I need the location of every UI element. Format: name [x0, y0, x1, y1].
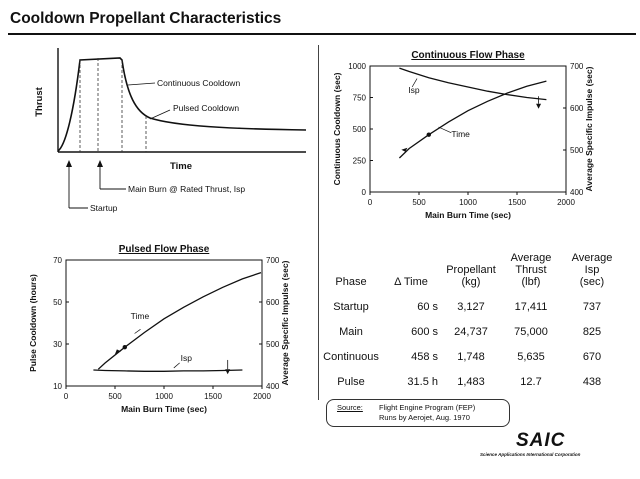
table-cell: 5,635 — [517, 351, 545, 363]
table-cell: 670 — [582, 351, 602, 363]
source-line-1: Flight Engine Program (FEP) — [379, 403, 476, 412]
arrow-head-main — [97, 160, 103, 167]
chart-title: Pulsed Flow Phase — [118, 244, 210, 255]
thrust-diagram — [0, 0, 320, 240]
y-axis-label: Continuous Cooldown (sec) — [332, 72, 342, 186]
isp-arrow-head — [225, 369, 230, 374]
x-tick-label: 1000 — [459, 198, 477, 207]
y-tick-label: 250 — [352, 156, 366, 166]
y2-tick-label: 500 — [570, 146, 584, 155]
table-cell: 12.7 — [520, 376, 542, 388]
series-line-time — [98, 273, 261, 370]
header-text: Δ Time — [394, 276, 428, 288]
table-cell: 31.5 h — [407, 376, 438, 388]
y-tick-label: 30 — [53, 340, 62, 349]
logo-subtitle: Science Applications International Corporation — [480, 452, 581, 457]
isp-leader — [174, 363, 180, 368]
continuous-cooldown-label: Continuous Cooldown — [157, 78, 241, 88]
thrust-xlabel: Time — [170, 161, 193, 172]
plot-frame — [66, 260, 262, 386]
y2-tick-label: 600 — [570, 104, 584, 113]
pulsed-leader — [150, 110, 170, 119]
table-cell: 825 — [582, 326, 602, 338]
source-label: Source: — [337, 403, 363, 412]
y-axis-label: Pulse Cooldown (hours) — [28, 274, 38, 372]
x-axis-label: Main Burn Time (sec) — [121, 404, 207, 414]
table-cell: Continuous — [323, 351, 379, 363]
table-header-cell — [322, 276, 380, 288]
startup-label: Startup — [90, 203, 118, 213]
table-cell: Pulse — [337, 376, 365, 388]
y2-tick-label: 600 — [266, 298, 280, 307]
table-header-row — [322, 248, 634, 294]
table-header-cell — [562, 252, 622, 288]
source-line-2: Runs by Aerojet, Aug. 1970 — [379, 413, 470, 422]
x-tick-label: 1500 — [508, 198, 526, 207]
series-line-isp — [93, 370, 242, 371]
y-tick-label: 1000 — [348, 62, 366, 71]
header-text: (kg) — [461, 276, 481, 288]
table-cell: 1,748 — [457, 351, 485, 363]
table-header-cell — [500, 252, 562, 288]
x-tick-label: 0 — [367, 198, 373, 207]
header-text: Propellant — [446, 264, 496, 276]
series-line-time — [399, 81, 546, 158]
x-tick-label: 2000 — [253, 392, 271, 401]
y-tick-label: 10 — [53, 382, 62, 391]
y2-tick-label: 400 — [570, 188, 584, 197]
logo-mark: SAIC — [516, 430, 566, 451]
main-burn-label: Main Burn @ Rated Thrust, Isp — [128, 184, 246, 194]
x-tick-label: 2000 — [557, 198, 575, 207]
y2-tick-label: 700 — [266, 256, 280, 265]
y-tick-label: 0 — [361, 188, 366, 197]
table-row — [322, 371, 634, 395]
time-leader — [135, 329, 141, 333]
series-label-time: Time — [451, 128, 470, 139]
y2-tick-label: 700 — [570, 62, 584, 71]
phase-summary-table — [322, 248, 634, 398]
y2-axis-label: Average Specific Impulse (sec) — [584, 66, 594, 192]
x-tick-label: 1500 — [204, 392, 222, 401]
table-cell: 75,000 — [514, 326, 548, 338]
y2-tick-label: 400 — [266, 382, 280, 391]
page-title: Cooldown Propellant Characteristics — [10, 10, 282, 27]
table-cell: 24,737 — [454, 326, 488, 338]
table-cell: 737 — [582, 301, 602, 313]
saic-logo — [480, 430, 634, 460]
table-row — [322, 346, 634, 370]
table-cell: 60 s — [417, 301, 438, 313]
y2-tick-label: 500 — [266, 340, 280, 349]
table-cell: 3,127 — [457, 301, 485, 313]
table-cell: 1,483 — [457, 376, 485, 388]
table-header-cell — [442, 264, 500, 288]
x-tick-label: 1000 — [155, 392, 173, 401]
table-header-cell — [380, 276, 442, 288]
table-cell: 458 s — [411, 351, 438, 363]
header-text: Phase — [335, 276, 367, 288]
chart-title: Continuous Flow Phase — [411, 50, 525, 61]
y2-axis-label: Average Specific Impulse (sec) — [280, 260, 290, 386]
series-label-isp: Isp — [180, 352, 193, 363]
x-tick-label: 500 — [108, 392, 122, 401]
table-cell: 438 — [582, 376, 602, 388]
header-text: Isp — [584, 264, 600, 276]
table-cell: Main — [339, 326, 363, 338]
thrust-ylabel: Thrust — [34, 87, 45, 117]
continuous-flow-chart — [320, 40, 640, 240]
series-label-time: Time — [130, 310, 150, 321]
table-cell: 17,411 — [514, 301, 548, 313]
table-cell: Startup — [333, 301, 369, 313]
time-leader — [439, 127, 452, 133]
isp-arrow-head — [536, 104, 541, 109]
y-tick-label: 750 — [352, 93, 366, 103]
header-text: Thrust — [515, 264, 547, 276]
continuous-leader — [128, 83, 155, 85]
data-point-marker — [427, 132, 431, 136]
header-text: Average — [571, 252, 613, 264]
table-row — [322, 296, 634, 320]
x-tick-label: 0 — [63, 392, 69, 401]
arrow-head-startup — [66, 160, 72, 167]
pulsed-cooldown-label: Pulsed Cooldown — [173, 103, 240, 113]
y-tick-label: 500 — [352, 125, 366, 134]
source-note — [326, 399, 510, 427]
series-label-isp: Isp — [408, 84, 420, 95]
header-text: (lbf) — [521, 276, 541, 288]
x-tick-label: 500 — [412, 198, 426, 207]
series-line-isp — [399, 68, 546, 100]
data-point-marker — [123, 345, 127, 349]
y-tick-label: 50 — [53, 298, 62, 307]
header-text: Average — [510, 252, 552, 264]
table-row — [322, 321, 634, 345]
x-axis-label: Main Burn Time (sec) — [425, 210, 511, 220]
header-text: (sec) — [579, 276, 605, 288]
y-tick-label: 70 — [53, 256, 62, 265]
table-cell: 600 s — [411, 326, 438, 338]
pulsed-flow-chart — [0, 232, 320, 432]
